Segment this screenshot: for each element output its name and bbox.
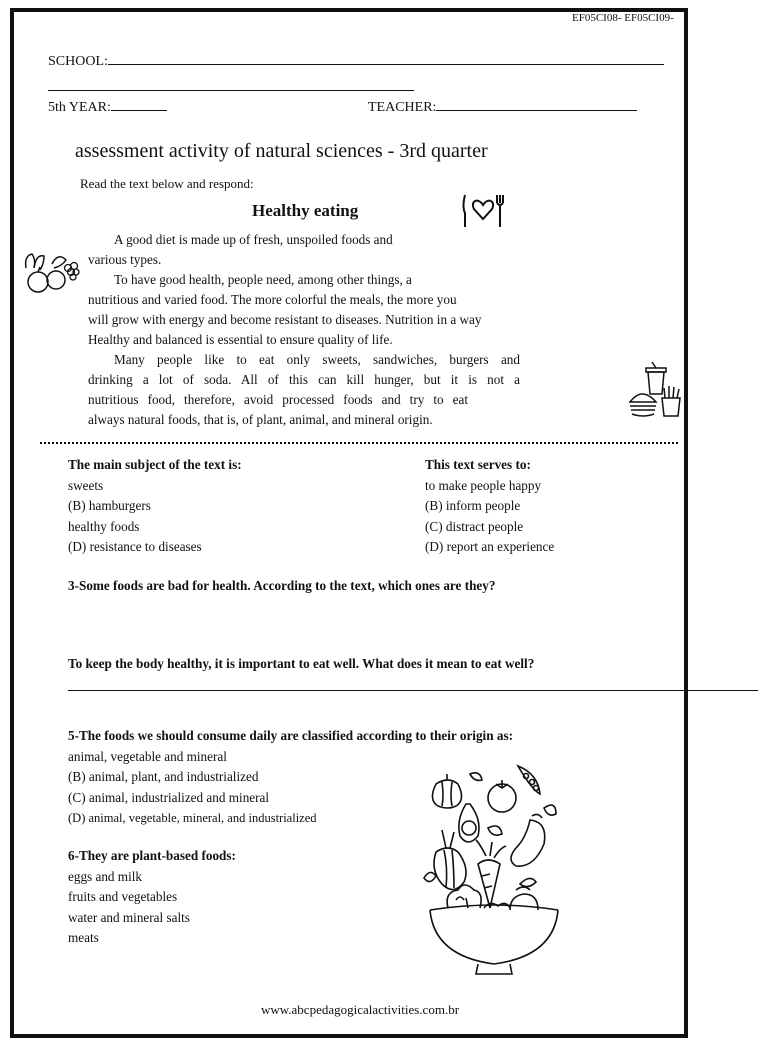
answer-line[interactable] bbox=[68, 690, 758, 691]
fruit-basket-icon bbox=[22, 250, 80, 296]
year-label: 5th YEAR: bbox=[48, 100, 111, 115]
question-6: 6-They are plant-based foods: eggs and milk fruits and vegetables water and mineral salts meats bbox=[68, 846, 236, 949]
q5-option-a[interactable]: animal, vegetable and mineral bbox=[68, 748, 227, 764]
paragraph-3: Many people like to eat only sweets, sandwiches, burgers and drinking a lot of soda. All of this can kill hunger, but it is not a nutritious food, therefore, avoid processed foods and try to eat always natural foods, that is, of plant, animal, and mineral origin. bbox=[88, 352, 520, 427]
q1-option-b[interactable]: (B) hamburgers bbox=[68, 498, 151, 513]
question-5: 5-The foods we should consume daily are classified according to their origin as: animal, vegetable and mineral (B) animal, plant, and industrialized (C) animal, industrialized and mineral (D) animal, vegetable, mineral, and industrialized bbox=[68, 726, 513, 829]
q6-option-b[interactable]: fruits and vegetables bbox=[68, 889, 178, 904]
paragraph-1-cont: various types. bbox=[88, 252, 162, 267]
q2-option-d[interactable]: (D) report an experience bbox=[425, 539, 555, 554]
q1-option-c[interactable]: healthy foods bbox=[68, 518, 140, 534]
paragraph-1: A good diet is made up of fresh, unspoiled foods and bbox=[114, 232, 393, 247]
question-2: This text serves to: to make people happy (B) inform people (C) distract people (D) report an experience bbox=[425, 455, 554, 558]
question-3: 3-Some foods are bad for health. According to the text, which ones are they? bbox=[68, 578, 496, 593]
teacher-label: TEACHER: bbox=[368, 100, 437, 115]
year-field[interactable] bbox=[48, 100, 167, 116]
q2-option-a[interactable]: to make people happy bbox=[425, 477, 542, 493]
q5-option-c[interactable]: (C) animal, industrialized and mineral bbox=[68, 789, 270, 805]
teacher-field[interactable] bbox=[368, 100, 637, 116]
text-title: Healthy eating bbox=[252, 201, 359, 220]
school-field-line-2[interactable] bbox=[48, 90, 414, 91]
vegetable-bowl-icon bbox=[420, 760, 570, 980]
q1-option-a[interactable]: sweets bbox=[68, 477, 104, 493]
section-divider bbox=[40, 442, 678, 444]
q1-option-d[interactable]: (D) resistance to diseases bbox=[68, 539, 202, 554]
q6-option-a[interactable]: eggs and milk bbox=[68, 868, 142, 884]
q5-option-b[interactable]: (B) animal, plant, and industrialized bbox=[68, 769, 259, 784]
page-title: assessment activity of natural sciences - 3rd quarter bbox=[75, 140, 488, 162]
q6-option-d[interactable]: meats bbox=[68, 930, 99, 945]
fast-food-icon bbox=[628, 362, 682, 420]
q2-option-b[interactable]: (B) inform people bbox=[425, 498, 521, 513]
heart-cutlery-icon bbox=[462, 193, 504, 229]
school-field[interactable] bbox=[48, 54, 664, 70]
question-1: The main subject of the text is: sweets (B) hamburgers healthy foods (D) resistance to diseases bbox=[68, 455, 242, 558]
school-label: SCHOOL: bbox=[48, 54, 108, 69]
instruction: Read the text below and respond: bbox=[80, 176, 254, 191]
skill-code: EF05CI08- EF05CI09- bbox=[572, 12, 674, 24]
q2-option-c[interactable]: (C) distract people bbox=[425, 518, 524, 534]
paragraph-2: To have good health, people need, among other things, a nutritious and varied food. The more colorful the meals, the more you will grow with energy and become resistant to diseases. Nutrition in a way Healthy and balanced is essential to ensure quality of life. bbox=[88, 272, 482, 347]
q5-option-d[interactable]: (D) animal, vegetable, mineral, and industrialized bbox=[68, 811, 317, 825]
q6-option-c[interactable]: water and mineral salts bbox=[68, 909, 190, 925]
question-4: To keep the body healthy, it is important to eat well. What does it mean to eat well? bbox=[68, 656, 535, 671]
footer-url[interactable]: www.abcpedagogicalactivities.com.br bbox=[260, 1002, 460, 1017]
